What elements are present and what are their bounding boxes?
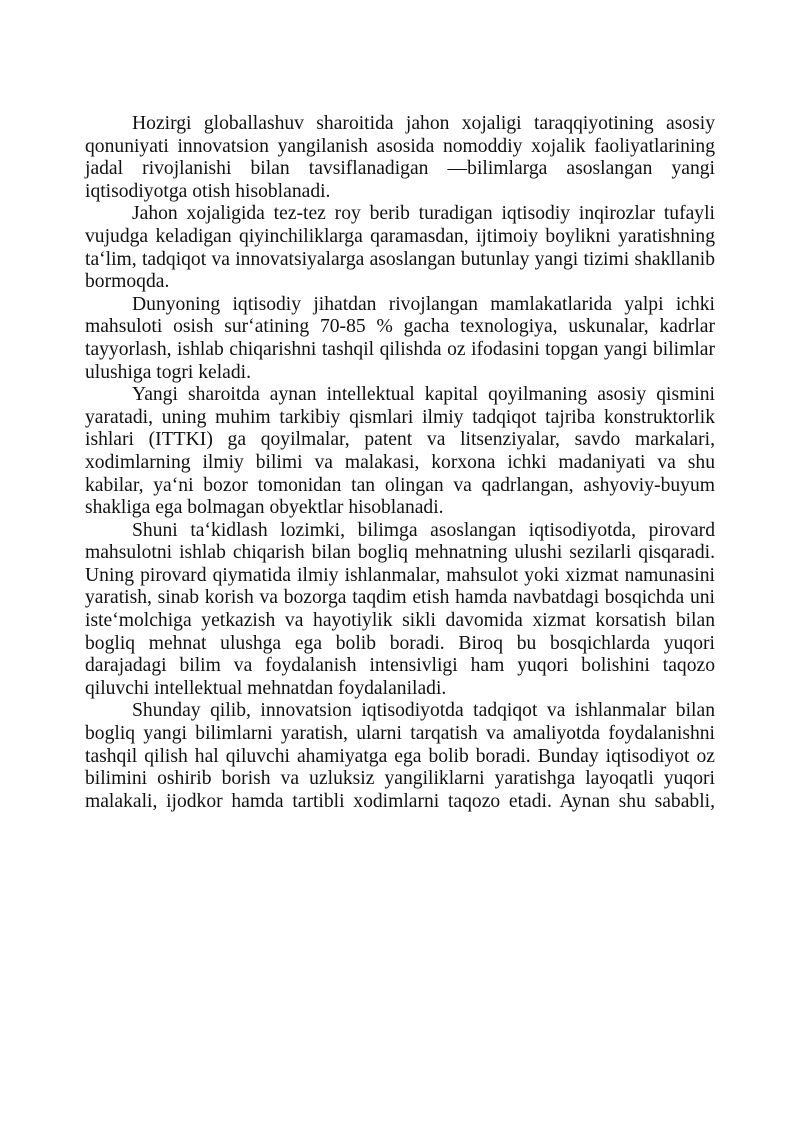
paragraph-1: Hozirgi globallashuv sharoitida jahon xojaligi taraqqiyotining asosiy qonuniyati innovatsion yangilanish asosida nomoddiy xojalik faoliyatlarining jadal rivojlanishi bilan tavsiflanadigan —bilimlarga asoslangan yangi iqtisodiyotga otish hisoblanadi.: [85, 113, 715, 202]
paragraph-6: Shunday qilib, innovatsion iqtisodiyotda tadqiqot va ishlanmalar bilan bogliq yangi bilimlarni yaratish, ularni tarqatish va amaliyotda foydalanishni tashqil qilish hal qiluvchi ahamiyatga ega bolib boradi. Bunday iqtisodiyot oz bilimini oshirib borish va uzluksiz yangiliklarni yaratishga layoqatli yuqori malakali, ijodkor hamda tartibli xodimlarni taqozo etadi. Aynan shu sababli,: [85, 700, 715, 812]
paragraph-3: Dunyoning iqtisodiy jihatdan rivojlangan mamlakatlarida yalpi ichki mahsuloti osish sur‘atining 70-85 % gacha texnologiya, uskunalar, kadrlar tayyorlash, ishlab chiqarishni tashqil qilishda oz ifodasini topgan yangi bilimlar ulushiga togri keladi.: [85, 293, 715, 383]
document-page: [85, 113, 715, 813]
paragraph-5: Shuni ta‘kidlash lozimki, bilimga asoslangan iqtisodiyotda, pirovard mahsulotni ishlab chiqarish bilan bogliq mehnatning ulushi sezilarli qisqaradi. Uning pirovard qiymatida ilmiy ishlanmalar, mahsulot yoki xizmat namunasini yaratish, sinab korish va bozorga taqdim etish hamda navbatdagi bosqichda uni iste‘molchiga yetkazish va hayotiylik sikli davomida xizmat korsatish bilan bogliq mehnat ulushga ega bolib boradi. Biroq bu bosqichlarda yuqori darajadagi bilim va foydalanish intensivligi ham yuqori bolishini taqozo qiluvchi intellektual mehnatdan foydalaniladi.: [85, 519, 715, 699]
paragraph-4: Yangi sharoitda aynan intellektual kapital qoyilmaning asosiy qismini yaratadi, uning muhim tarkibiy qismlari ilmiy tadqiqot tajriba konstruktorlik ishlari (ITTKI) ga qoyilmalar, patent va litsenziyalar, savdo markalari, xodimlarning ilmiy bilimi va malakasi, korxona ichki madaniyati va shu kabilar, ya‘ni bozor tomonidan tan olingan va qadrlangan, ashyoviy-buyum shakliga ega bolmagan obyektlar hisoblanadi.: [85, 384, 715, 519]
paragraph-2: Jahon xojaligida tez-tez roy berib turadigan iqtisodiy inqirozlar tufayli vujudga keladigan qiyinchiliklarga qaramasdan, ijtimoiy boylikni yaratishning ta‘lim, tadqiqot va innovatsiyalarga asoslangan butunlay yangi tizimi shakllanib bormoqda.: [85, 203, 715, 293]
